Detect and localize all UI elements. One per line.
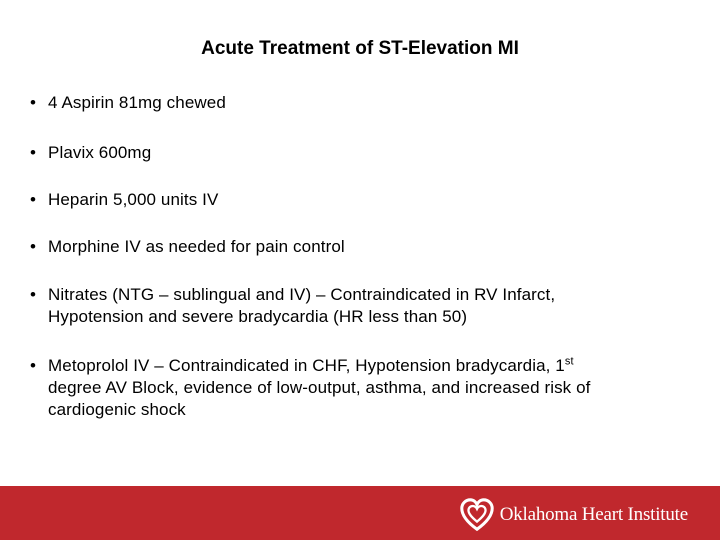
bullet-nitrates — [30, 284, 700, 328]
bullet-metoprolol — [30, 355, 700, 421]
bullet-morphine — [30, 236, 700, 258]
bullet-plavix-text: Plavix 600mg — [48, 143, 152, 162]
bullet-nitrates-line2: Hypotension and severe bradycardia (HR less than 50) — [48, 307, 468, 326]
bullet-aspirin — [30, 92, 700, 114]
bullet-metoprolol-superscript: st — [564, 355, 574, 368]
bullet-metoprolol-line1: Metoprolol IV – Contraindicated in CHF, Hypotension bradycardia, 1 — [48, 356, 565, 375]
bullet-morphine-text: Morphine IV as needed for pain control — [48, 237, 345, 256]
slide-title: Acute Treatment of ST-Elevation MI — [201, 38, 519, 59]
bullet-metoprolol-line2: degree AV Block, evidence of low-output, asthma, and increased risk of — [48, 378, 591, 397]
bullet-metoprolol-line3: cardiogenic shock — [48, 400, 186, 419]
oklahoma-heart-institute-logo — [458, 496, 688, 534]
heart-logo-icon — [458, 496, 496, 534]
bullet-heparin — [30, 189, 700, 211]
bullet-plavix — [30, 142, 700, 164]
logo-text: Oklahoma Heart Institute — [499, 504, 688, 525]
bullet-heparin-text: Heparin 5,000 units IV — [48, 190, 219, 209]
bullet-list — [30, 92, 700, 421]
bullet-aspirin-text: 4 Aspirin 81mg chewed — [48, 93, 226, 112]
bullet-nitrates-line1: Nitrates (NTG – sublingual and IV) – Contraindicated in RV Infarct, — [48, 285, 556, 304]
footer-bar — [0, 486, 720, 540]
